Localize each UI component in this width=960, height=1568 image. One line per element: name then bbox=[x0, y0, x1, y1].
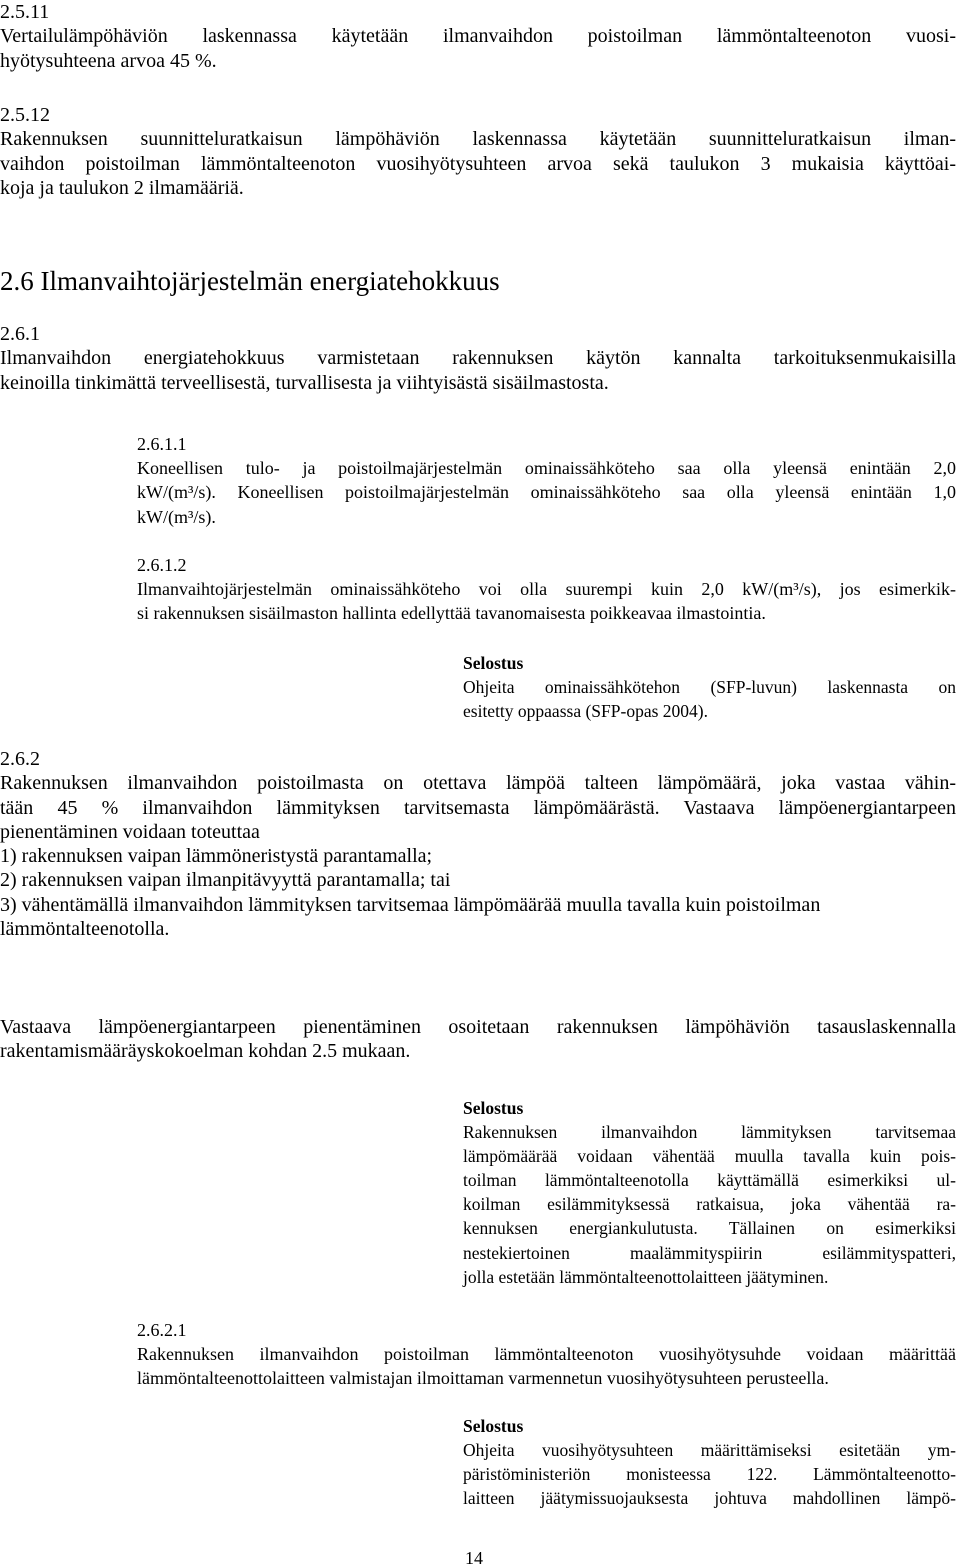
paragraph-line: Ilmanvaihtojärjestelmän ominaissähköteho voi olla suurempi kuin 2,0 kW/(m³/s), jos esimerkik- bbox=[137, 579, 956, 600]
section-number: 2.6.1.1 bbox=[137, 434, 187, 454]
note-line: Ohjeita vuosihyötysuhteen määrittämiseksi esitetään ym- bbox=[463, 1440, 956, 1461]
section-2-6-1 bbox=[0, 322, 956, 395]
paragraph-line: Vastaava lämpöenergiantarpeen pienentäminen osoitetaan rakennuksen lämpöhäviön tasauslaskennalla bbox=[0, 1016, 956, 1038]
note-title: Selostus bbox=[463, 653, 524, 673]
paragraph-line: keinoilla tinkimättä terveellisestä, turvallisesta ja viihtyisästä sisäilmastosta. bbox=[0, 371, 609, 394]
section-2-6-1-1 bbox=[137, 432, 956, 529]
paragraph-line: Rakennuksen ilmanvaihdon poistoilmasta on otettava lämpöä talteen lämpömäärä, joka vastaa vähin- bbox=[0, 772, 956, 795]
note-line: nestekiertoinen maalämmityspiirin esilämmityspatteri, bbox=[463, 1242, 956, 1263]
list-item: 2) rakennuksen vaipan ilmanpitävyyttä parantamalla; tai bbox=[0, 869, 451, 892]
section-number: 2.6.2.1 bbox=[137, 1320, 187, 1340]
paragraph-line: si rakennuksen sisäilmaston hallinta edellyttää tavanomaisesta poikkeavaa ilmastointia. bbox=[137, 603, 766, 624]
list-item: 3) vähentämällä ilmanvaihdon lämmityksen tarvitsemaa lämpömäärää muulla tavalla kuin poistoilman bbox=[0, 893, 821, 916]
paragraph-line: hyötysuhteena arvoa 45 %. bbox=[0, 49, 217, 72]
section-number: 2.6.1.2 bbox=[137, 555, 187, 575]
section-number: 2.5.11 bbox=[0, 1, 50, 23]
section-number: 2.6.1 bbox=[0, 323, 40, 345]
paragraph-line: Rakennuksen ilmanvaihdon poistoilman lämmöntalteenoton vuosihyötysuhde voidaan määrittää bbox=[137, 1344, 956, 1365]
paragraph-line: kW/(m³/s). bbox=[137, 506, 216, 527]
note-line: toilman lämmöntalteenotolla käyttämällä esimerkiksi ul- bbox=[463, 1170, 956, 1191]
note-title: Selostus bbox=[463, 1098, 524, 1118]
list-item: 1) rakennuksen vaipan lämmöneristystä parantamalla; bbox=[0, 845, 433, 868]
paragraph-line: Rakennuksen suunnitteluratkaisun lämpöhäviön laskennassa käytetään suunnitteluratkaisun ilman- bbox=[0, 128, 956, 151]
paragraph-line: Vertailulämpöhäviön laskennassa käytetään ilmanvaihdon poistoilman lämmöntalteenoton vuosi- bbox=[0, 25, 956, 48]
note-line: esitetty oppaassa (SFP-opas 2004). bbox=[463, 701, 708, 722]
explanation-note bbox=[463, 1414, 956, 1510]
paragraph-line: Ilmanvaihdon energiatehokkuus varmistetaan rakennuksen käytön kannalta tarkoituksenmukaisilla bbox=[0, 347, 956, 370]
paragraph-line: kW/(m³/s). Koneellisen poistoilmajärjestelmän ominaissähköteho saa olla yleensä enintään 1,0 bbox=[137, 482, 956, 503]
paragraph-line: Koneellisen tulo- ja poistoilmajärjestelmän ominaissähköteho saa olla yleensä enintään 2,0 bbox=[137, 458, 956, 479]
paragraph-line: rakentamismääräyskokoelman kohdan 2.5 mukaan. bbox=[0, 1040, 411, 1063]
explanation-note bbox=[463, 651, 956, 723]
list-item: lämmöntalteenotolla. bbox=[0, 918, 170, 941]
section-number: 2.6.2 bbox=[0, 748, 40, 770]
paragraph-line: pienentäminen voidaan toteuttaa bbox=[0, 820, 260, 843]
section-heading: 2.6 Ilmanvaihtojärjestelmän energiatehokkuus bbox=[0, 266, 500, 296]
explanation-note bbox=[463, 1096, 956, 1289]
section-number: 2.5.12 bbox=[0, 104, 50, 126]
section-2-5-12 bbox=[0, 103, 956, 200]
section-2-6-1-2 bbox=[137, 553, 956, 626]
note-line: jolla estetään lämmöntalteenottolaitteen jäätyminen. bbox=[463, 1266, 829, 1287]
page-number: 14 bbox=[465, 1548, 483, 1568]
note-line: Rakennuksen ilmanvaihdon lämmityksen tarvitsemaa bbox=[463, 1122, 956, 1143]
section-2-6-2 bbox=[0, 747, 956, 941]
paragraph-line: tään 45 % ilmanvaihdon lämmityksen tarvitsemasta lämpömäärästä. Vastaava lämpöenergiantarpeen bbox=[0, 796, 956, 819]
note-line: kennuksen energiankulutusta. Tällainen on esimerkiksi bbox=[463, 1218, 956, 1239]
paragraph-line: koja ja taulukon 2 ilmamääriä. bbox=[0, 176, 244, 199]
note-line: Ohjeita ominaissähkötehon (SFP-luvun) laskennasta on bbox=[463, 677, 956, 698]
note-line: lämpömäärää voidaan vähentää muulla tavalla kuin pois- bbox=[463, 1146, 956, 1167]
note-title: Selostus bbox=[463, 1416, 524, 1436]
note-line: laitteen jäätymissuojauksesta johtuva mahdollinen lämpö- bbox=[463, 1488, 956, 1509]
section-2-6-2-1 bbox=[137, 1318, 956, 1391]
paragraph-line: vaihdon poistoilman lämmöntalteenoton vuosihyötysuhteen arvoa sekä taulukon 3 mukaisia käyttöai- bbox=[0, 152, 956, 175]
note-line: päristöministeriön monisteessa 122. Lämmöntalteenotto- bbox=[463, 1464, 956, 1485]
section-2-5-11 bbox=[0, 0, 956, 73]
note-line: koilman esilämmityksessä ratkaisua, joka vähentää ra- bbox=[463, 1194, 956, 1215]
paragraph-line: lämmöntalteenottolaitteen valmistajan ilmoittaman varmennetun vuosihyötysuhteen perusteella. bbox=[137, 1368, 829, 1389]
paragraph bbox=[0, 1015, 956, 1064]
